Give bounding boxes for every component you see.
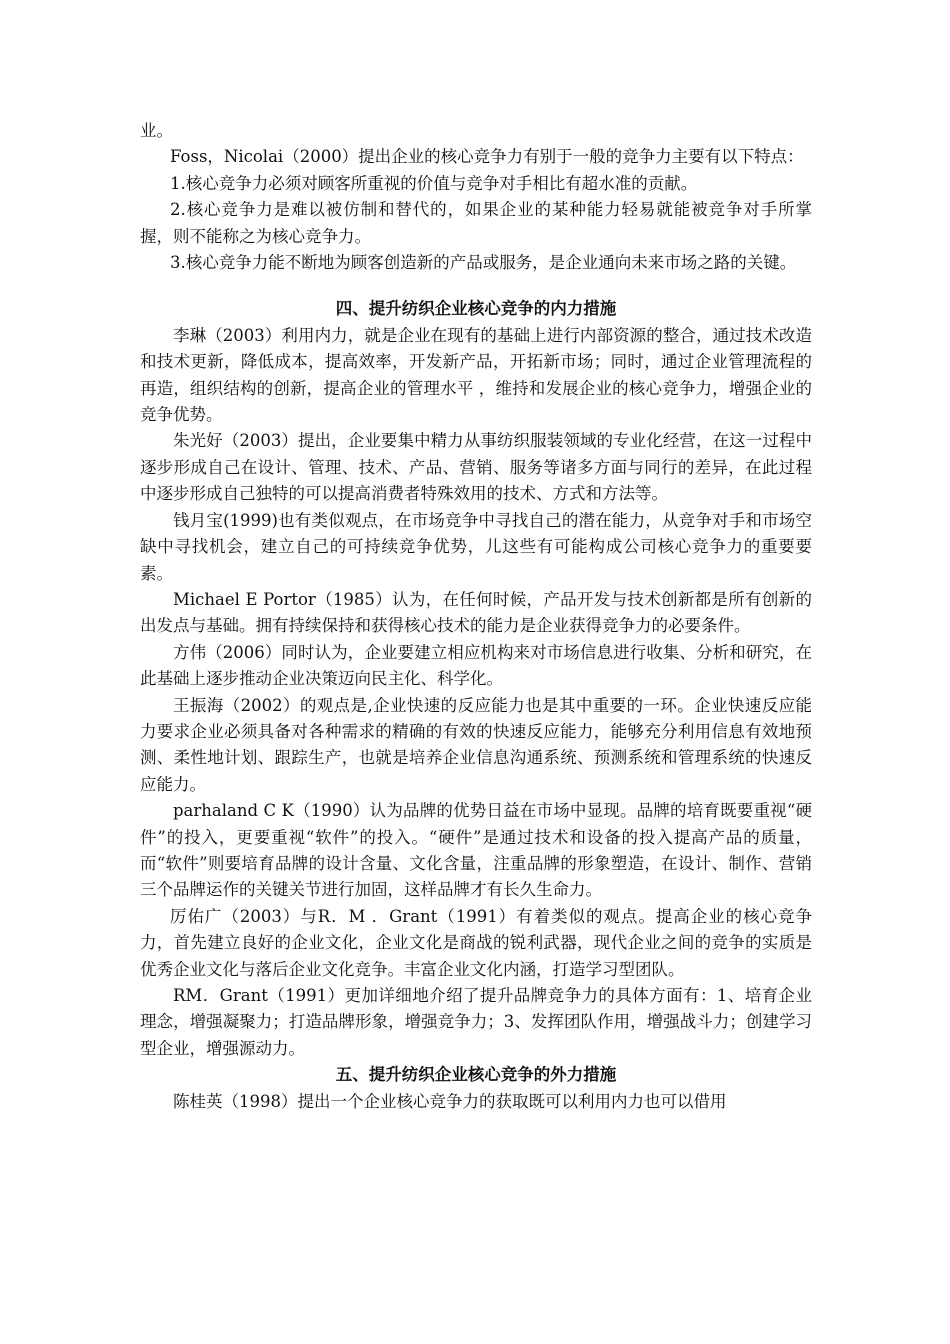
paragraph: 王振海（2002）的观点是,企业快速的反应能力也是其中重要的一环。企业快速反应能力要求企业必须具备对各种需求的精确的有效的快速反应能力，能够充分利用信息有效地预测、柔性地计划、跟踪生产，也就是培养企业信息沟通系统、预测系统和管理系统的快速反应能力。 <box>140 695 812 794</box>
paragraph: 厉佑广（2003）与R．M ．Grant（1991）有着类似的观点。提高企业的核心竞争力，首先建立良好的企业文化，企业文化是商战的锐利武器，现代企业之间的竞争的实质是优秀企业文化与落后企业文化竞争。丰富企业文化内涵，打造学习型团队。 <box>140 906 812 979</box>
spacer <box>140 276 812 296</box>
paragraph: 李琳（2003）利用内力，就是企业在现有的基础上进行内部资源的整合，通过技术改造和技术更新，降低成本，提高效率，开发新产品，开拓新市场；同时，通过企业管理流程的再造，组织结构的创新，提高企业的管理水平 ，维持和发展企业的核心竞争力，增强企业的竞争优势。 <box>140 325 812 425</box>
paragraph: 陈桂英（1998）提出一个企业核心竞争力的获取既可以利用内力也可以借用 <box>173 1091 727 1111</box>
list-item: 1.核心竞争力必须对顾客所重视的价值与竞争对手相比有超水准的贡献。 <box>170 173 698 193</box>
paragraph: 业。 <box>140 121 173 140</box>
paragraph: 钱月宝(1999)也有类似观点，在市场竞争中寻找自己的潜在能力，从竞争对手和市场空缺中寻找机会，建立自己的可持续竞争优势，儿这些有可能构成公司核心竞争力的重要要素。 <box>140 510 812 583</box>
paragraph: parhaland C K（1990）认为品牌的优势日益在市场中显现。品牌的培育既要重视“硬件”的投入，更要重视“软件”的投入。“硬件”是通过技术和设备的投入提高产品的质量，而“软件”则要培育品牌的设计含量、文化含量，注重品牌的形象塑造，在设计、制作、营销三个品牌运作的关键关节进行加固，这样品牌才有长久生命力。 <box>140 801 812 900</box>
section-heading: 五、提升纺织企业核心竞争的外力措施 <box>335 1065 617 1085</box>
paragraph: 朱光好（2003）提出，企业要集中精力从事纺织服装领域的专业化经营，在这一过程中逐步形成自己在设计、管理、技术、产品、营销、服务等诸多方面与同行的差异，在此过程中逐步形成自己独特的可以提高消费者特殊效用的技术、方式和方法等。 <box>140 431 812 504</box>
paragraph: RM．Grant（1991）更加详细地介绍了提升品牌竞争力的具体方面有：1、培育企业理念，增强凝聚力；打造品牌形象，增强竞争力；3、发挥团队作用，增强战斗力；创建学习型企业，增强源动力。 <box>140 986 812 1058</box>
paragraph: 方伟（2006）同时认为，企业要建立相应机构来对市场信息进行收集、分析和研究，在此基础上逐步推动企业决策迈向民主化、科学化。 <box>140 642 812 689</box>
document-page <box>140 118 812 1115</box>
paragraph: Foss，Nicolai（2000）提出企业的核心竞争力有别于一般的竞争力主要有以下特点： <box>170 147 804 167</box>
paragraph: Michael E Portor（1985）认为，在任何时候，产品开发与技术创新都是所有创新的出发点与基础。拥有持续保持和获得核心技术的能力是企业获得竞争力的必要条件。 <box>140 589 812 636</box>
section-heading: 四、提升纺织企业核心竞争的内力措施 <box>335 299 617 319</box>
list-item: 2.核心竞争力是难以被仿制和替代的，如果企业的某种能力轻易就能被竞争对手所掌握，则不能称之为核心竞争力。 <box>140 200 812 246</box>
list-item: 3.核心竞争力能不断地为顾客创造新的产品或服务，是企业通向未来市场之路的关键。 <box>170 253 797 273</box>
